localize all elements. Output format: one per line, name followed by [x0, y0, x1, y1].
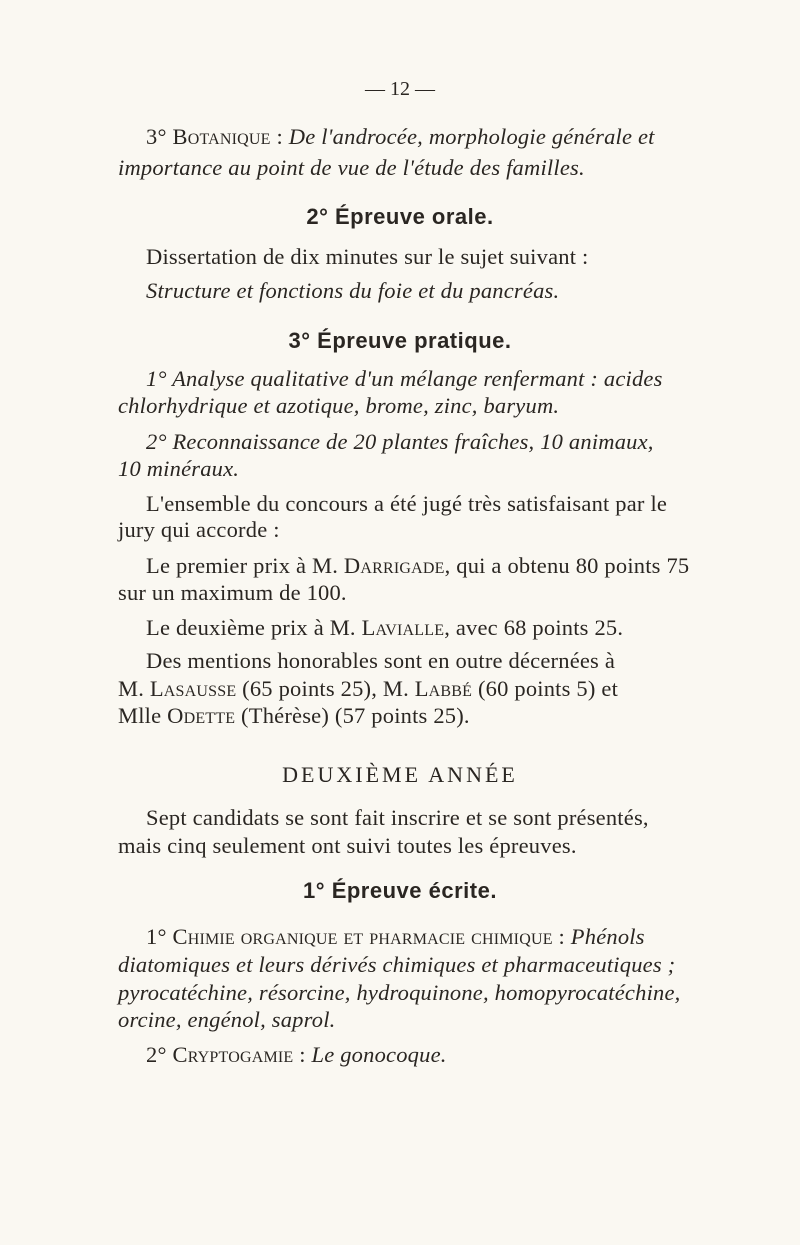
item-number: 3°: [146, 124, 173, 149]
heading-epreuve-ecrite: 1° Épreuve écrite.: [303, 878, 497, 903]
person-name: Odette: [167, 703, 236, 728]
subject-name: Chimie organique et pharmacie chimique :: [172, 924, 565, 949]
text-line: chlorhydrique et azotique, brome, zinc, baryum.: [118, 393, 560, 418]
text-line: jury qui accorde :: [118, 517, 280, 542]
chimie-line: [146, 924, 645, 950]
second-prize-line: Le deuxième prix à M. Lavialle, avec 68 points 25.: [146, 615, 624, 640]
mentions-line: M. Lasausse (65 points 25), M. Labbé (60 points 5) et: [118, 676, 619, 701]
subject-topic: De l'androcée, morphologie générale et: [282, 124, 655, 149]
text-line: importance au point de vue de l'étude des familles.: [118, 155, 585, 180]
item-number: 1°: [146, 924, 173, 949]
text-line: orcine, engénol, saprol.: [118, 1007, 336, 1032]
text-line: sur un maximum de 100.: [118, 580, 347, 605]
heading-epreuve-orale: 2° Épreuve orale.: [306, 204, 494, 229]
text-line: Dissertation de dix minutes sur le sujet suivant :: [146, 244, 589, 269]
text-line: Des mentions honorables sont en outre décernées à: [146, 648, 616, 673]
subject-name: Cryptogamie :: [172, 1042, 306, 1067]
subject-topic: Phénols: [564, 924, 645, 949]
text-line: Structure et fonctions du foie et du pancréas.: [146, 278, 560, 303]
person-name: Lasausse: [149, 676, 237, 701]
subject-name: Botanique :: [172, 124, 283, 149]
item-number: 2°: [146, 1042, 173, 1067]
text-line: diatomiques et leurs dérivés chimiques et pharmaceutiques ;: [118, 952, 676, 977]
person-name: Lavialle: [361, 615, 445, 640]
text-line: pyrocatéchine, résorcine, hydroquinone, homopyrocatéchine,: [118, 980, 681, 1005]
botanique-line: [146, 124, 655, 150]
cryptogamie-line: [146, 1042, 447, 1068]
subject-topic: Le gonocoque.: [305, 1042, 447, 1067]
text-line: 10 minéraux.: [118, 456, 240, 481]
text-line: mais cinq seulement ont suivi toutes les épreuves.: [118, 833, 577, 858]
person-name: Labbé: [414, 676, 473, 701]
section-title: DEUXIÈME ANNÉE: [282, 762, 518, 787]
mentions-line: Mlle Odette (Thérèse) (57 points 25).: [118, 703, 470, 728]
heading-epreuve-pratique: 3° Épreuve pratique.: [288, 328, 512, 353]
page-number: — 12 —: [365, 78, 435, 100]
text-line: Sept candidats se sont fait inscrire et se sont présentés,: [146, 805, 649, 830]
text-line: 2° Reconnaissance de 20 plantes fraîches, 10 animaux,: [146, 429, 654, 454]
person-name: Darrigade: [343, 553, 445, 578]
text-line: L'ensemble du concours a été jugé très satisfaisant par le: [146, 491, 668, 516]
text-line: 1° Analyse qualitative d'un mélange renfermant : acides: [146, 366, 663, 391]
first-prize-line: Le premier prix à M. Darrigade, qui a obtenu 80 points 75: [146, 553, 690, 578]
